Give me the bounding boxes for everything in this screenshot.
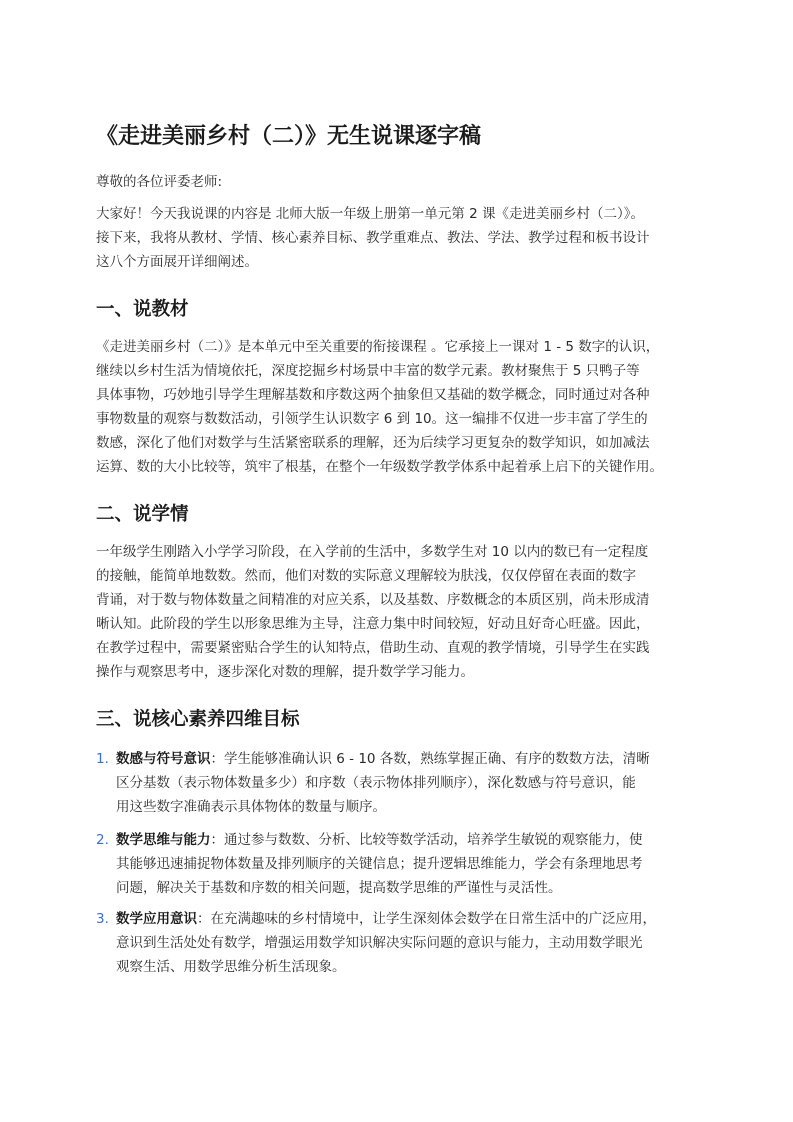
paragraph-line: 大家好！今天我说课的内容是 北师大版一年级上册第一单元第 2 课《走进美丽乡村（二）》。 — [96, 206, 644, 222]
paragraph-line: 背诵，对于数与物体数量之间精准的对应关系，以及基数、序数概念的本质区别，尚未形成清 — [96, 592, 650, 608]
section-heading-goals: 三、说核心素养四维目标 — [96, 709, 300, 730]
list-number: 3. — [96, 911, 109, 927]
paragraph-line: 事物数量的观察与数数活动，引领学生认识数字 6 到 10。这一编排不仅进一步丰富了学生的 — [96, 411, 648, 427]
paragraph-line: 一年级学生刚踏入小学学习阶段，在入学前的生活中，多数学生对 10 以内的数已有一定程度 — [96, 544, 649, 560]
list-line: 问题，解决关于基数和序数的相关问题，提高数学思维的严谨性与灵活性。 — [116, 880, 562, 896]
list-line: 其能够迅速捕捉物体数量及排列顺序的关键信息；提升逻辑思维能力，学会有条理地思考 — [116, 856, 643, 872]
list-number: 1. — [96, 751, 109, 767]
goal-text: ：在充满趣味的乡村情境中，让学生深刻体会数学在日常生活中的广泛应用， — [197, 911, 656, 927]
intro-paragraph — [96, 202, 711, 274]
list-number: 2. — [96, 832, 109, 848]
paragraph-line: 数感，深化了他们对数学与生活紧密联系的理解，还为后续学习更复杂的数学知识，如加减法 — [96, 435, 650, 451]
paragraph-line: 晰认知。此阶段的学生以形象思维为主导，注意力集中时间较短，好动且好奇心旺盛。因此， — [96, 616, 650, 632]
students-paragraph — [96, 540, 711, 684]
list-line — [116, 907, 716, 931]
list-item-body — [116, 828, 716, 900]
paragraph-line: 的接触，能简单地数数。然而，他们对数的实际意义理解较为肤浅，仅仅停留在表面的数字 — [96, 568, 636, 584]
paragraph-line: 操作与观察思考中，逐步深化对数的理解，提升数学学习能力。 — [96, 664, 474, 680]
list-item-body — [116, 907, 716, 979]
section-heading-textbook: 一、说教材 — [96, 299, 189, 320]
textbook-paragraph — [96, 335, 711, 479]
greeting — [96, 170, 711, 194]
paragraph-line: 继续以乡村生活为情境依托，深度挖掘乡村场景中丰富的数学元素。教材聚焦于 5 只鸭子等 — [96, 363, 640, 379]
goal-term: 数感与符号意识 — [116, 751, 211, 767]
paragraph-line: 《走进美丽乡村（二）》是本单元中至关重要的衔接课程 。它承接上一课对 1 - 5 数字的认识， — [96, 339, 660, 355]
greeting-line: 尊敬的各位评委老师: — [96, 174, 223, 190]
list-line: 区分基数（表示物体数量多少）和序数（表示物体排列顺序），深化数感与符号意识，能 — [116, 775, 636, 791]
list-line: 观察生活、用数学思维分析生活现象。 — [116, 959, 346, 975]
goal-text: ：通过参与数数、分析、比较等数学活动，培养学生敏锐的观察能力，使 — [210, 832, 643, 848]
paragraph-line: 在教学过程中，需要紧密贴合学生的认知特点，借助生动、直观的教学情境，引导学生在实践 — [96, 640, 650, 656]
paragraph-line: 这八个方面展开详细阐述。 — [96, 254, 258, 270]
goal-term: 数学应用意识 — [116, 911, 197, 927]
list-line — [116, 747, 716, 771]
list-item-body — [116, 747, 716, 819]
list-line — [116, 828, 716, 852]
section-heading-students: 二、说学情 — [96, 504, 189, 525]
goal-text: ：学生能够准确认识 6 - 10 各数，熟练掌握正确、有序的数数方法，清晰 — [210, 751, 650, 767]
list-line: 用这些数字准确表示具体物体的数量与顺序。 — [116, 799, 386, 815]
document-title: 《走进美丽乡村（二）》无生说课逐字稿 — [96, 124, 482, 149]
goal-term: 数学思维与能力 — [116, 832, 211, 848]
paragraph-line: 接下来，我将从教材、学情、核心素养目标、教学重难点、教法、学法、教学过程和板书设计 — [96, 230, 650, 246]
paragraph-line: 具体事物，巧妙地引导学生理解基数和序数这两个抽象但又基础的数学概念，同时通过对各种 — [96, 387, 650, 403]
paragraph-line: 运算、数的大小比较等，筑牢了根基，在整个一年级数学教学体系中起着承上启下的关键作用。 — [96, 459, 663, 475]
list-line: 意识到生活处处有数学，增强运用数学知识解决实际问题的意识与能力，主动用数学眼光 — [116, 935, 643, 951]
